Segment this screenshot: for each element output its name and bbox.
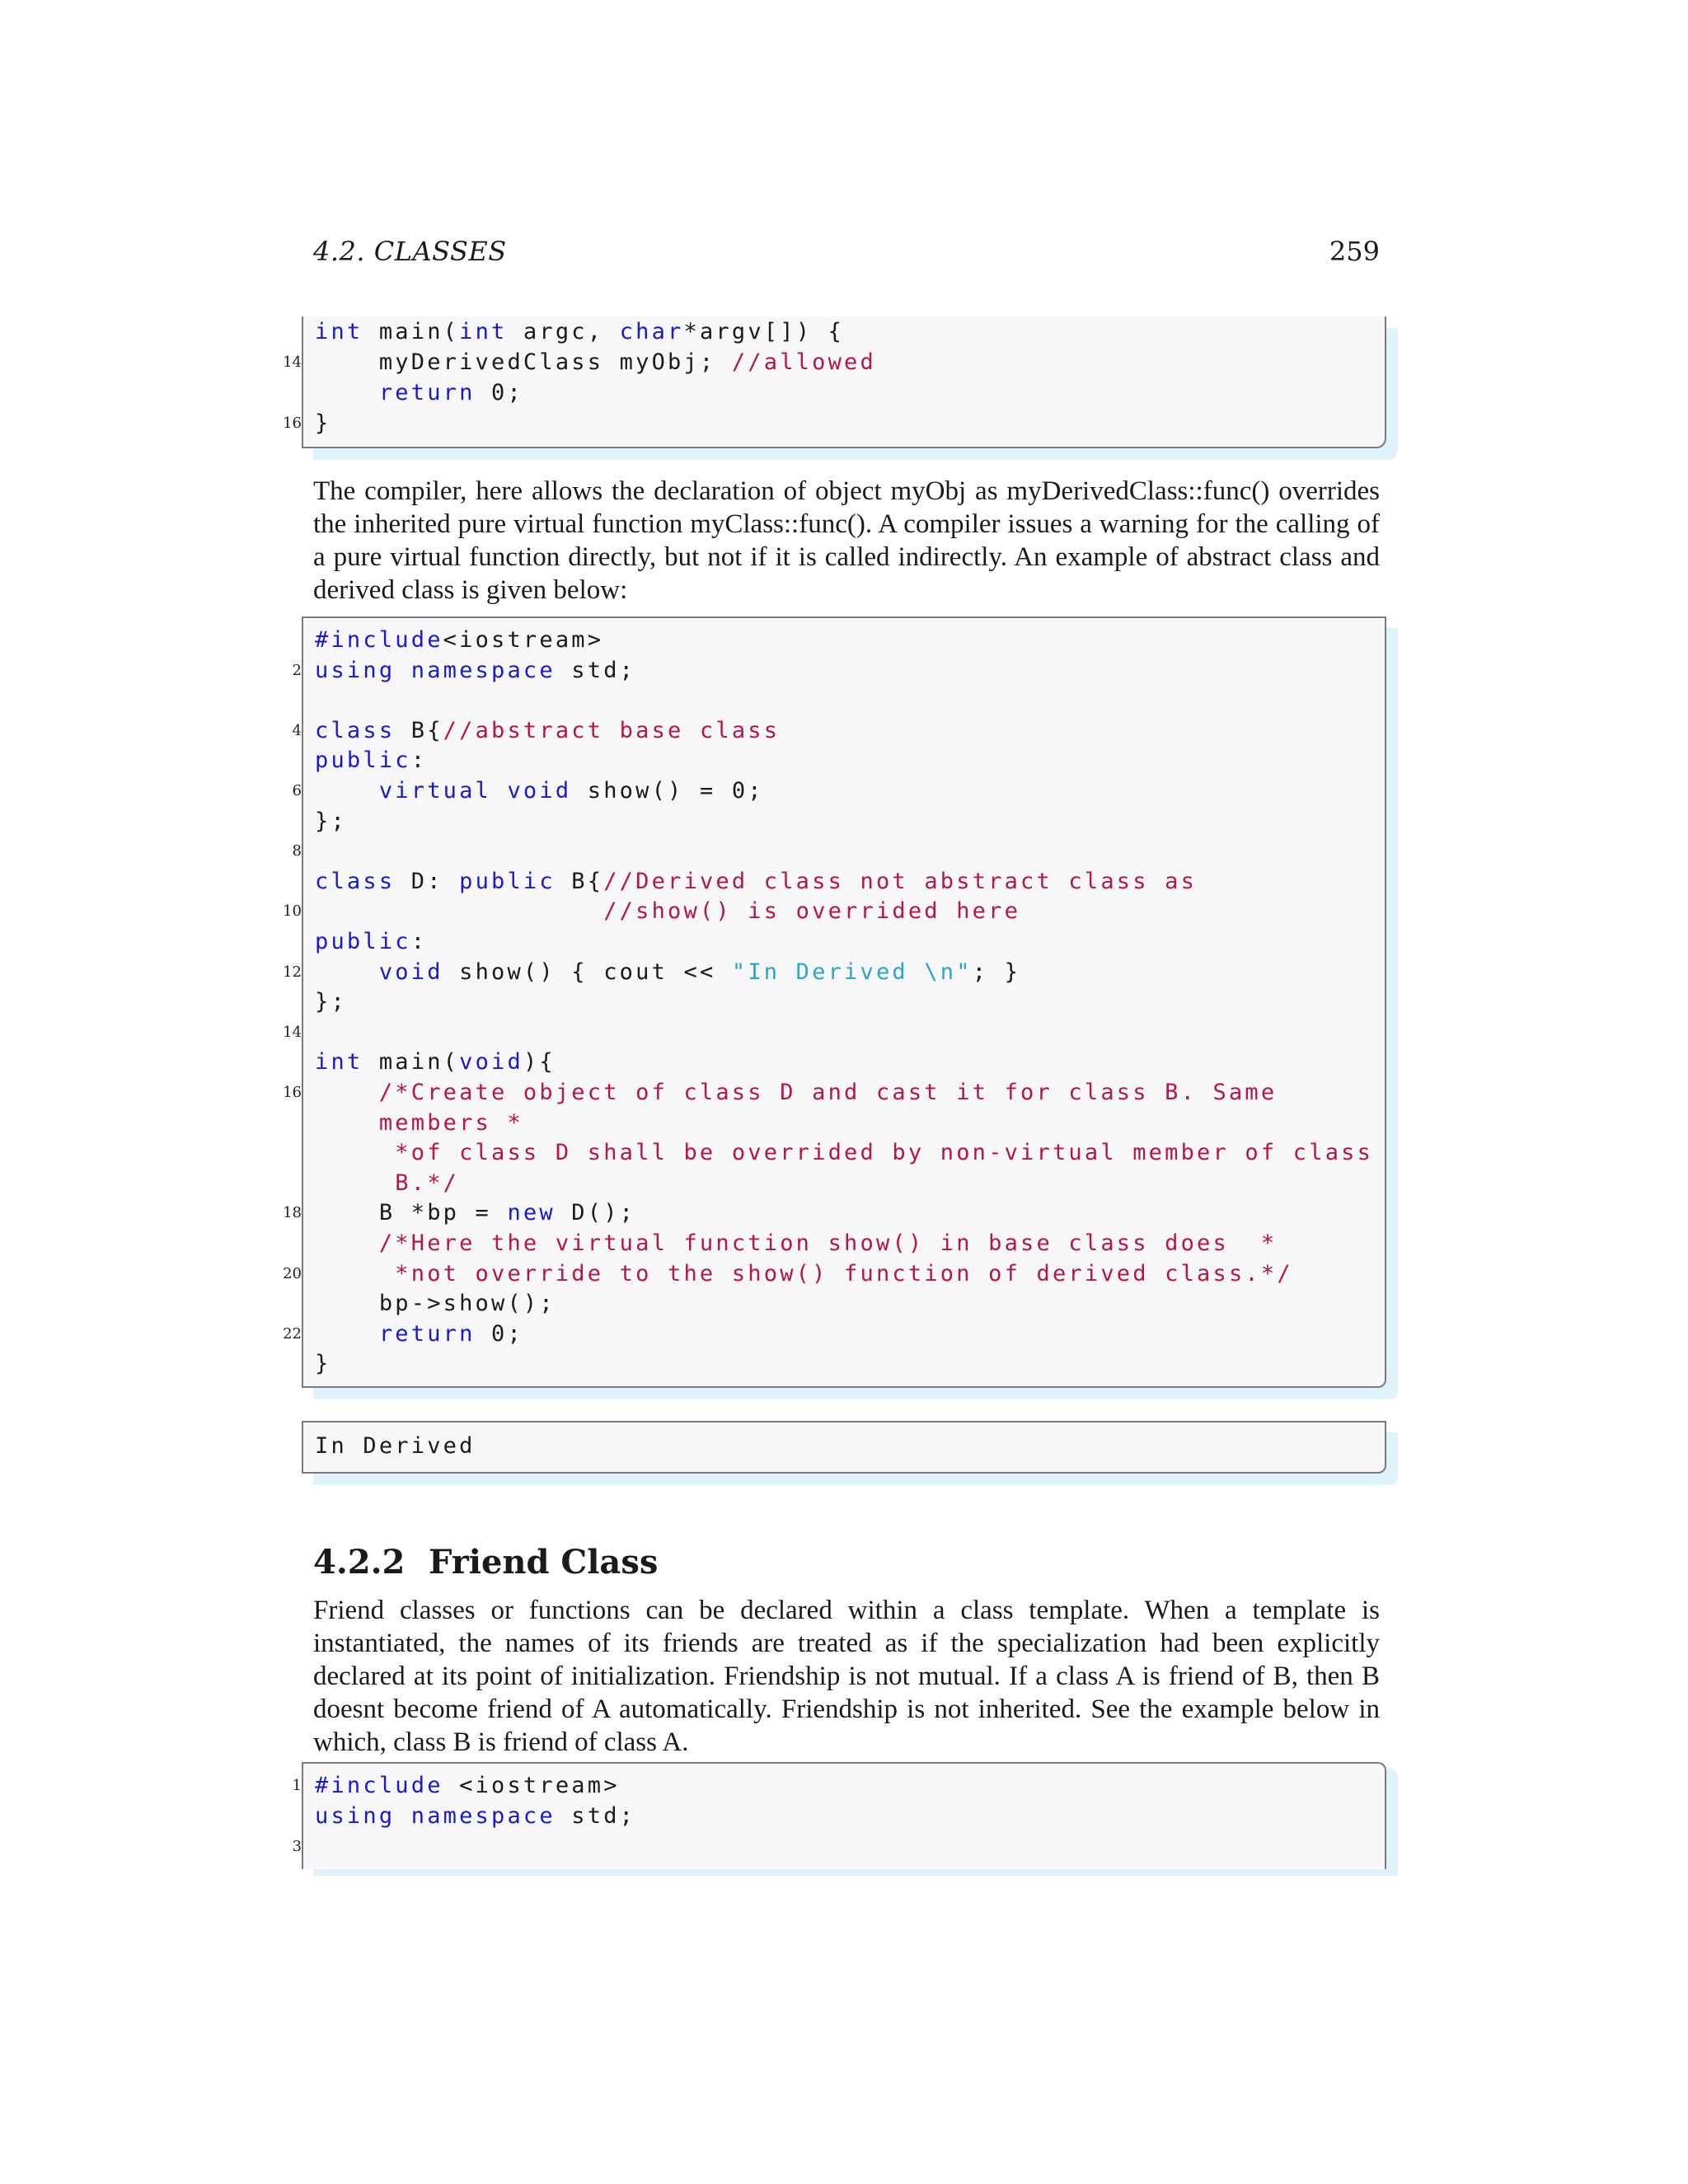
code-line	[315, 377, 1376, 408]
code-text: }	[315, 1351, 331, 1377]
section-heading	[313, 1543, 658, 1582]
code-comment: members *	[378, 1109, 523, 1136]
code-line	[292, 776, 1376, 806]
paragraph-1: The compiler, here allows the declaration of object myObj as myDerivedClass::func() overrides the inherited pure virtual function myClass::func(). A compiler issues a warning for the calling of a pure virtual function directly, but not if it is called indirectly. An example of abstract class and derived class is given below:	[313, 476, 1380, 605]
line-number: 10	[283, 902, 302, 921]
code-text: :	[410, 748, 428, 774]
code-comment: *not override to the show() function of derived class.*/	[395, 1260, 1293, 1286]
code-keyword: return	[378, 380, 476, 405]
code-keyword: using namespace	[315, 657, 556, 683]
code-line	[292, 715, 1376, 746]
code-keyword: virtual void	[378, 778, 572, 804]
section-title-text: Friend Class	[429, 1543, 659, 1582]
code-text	[315, 1261, 395, 1286]
line-number: 12	[283, 963, 302, 981]
code-line	[315, 1137, 1376, 1168]
code-text: D:	[395, 868, 460, 894]
code-text: main(	[363, 319, 460, 344]
code-text: ){	[523, 1049, 556, 1076]
code-text	[315, 380, 379, 405]
code-line	[292, 1770, 1376, 1801]
code-text	[315, 1140, 395, 1165]
code-line	[315, 926, 1376, 957]
code-text: std;	[555, 1803, 636, 1829]
code-line	[315, 625, 1376, 655]
code-text: B *bp =	[315, 1200, 508, 1226]
code-comment: //allowed	[731, 349, 876, 375]
code-line	[283, 1319, 1376, 1349]
code-comment: /*Here the virtual function show() in base class does *	[378, 1230, 1278, 1256]
code-text	[315, 1321, 379, 1347]
paragraph-2: Friend classes or functions can be declared within a class template. When a template is instantiated, the names of its friends are treated as if the specialization had been explicitly declared at its point of initialization. Friendship is not mutual. If a class A is friend of B, then B doesnt become friend of A automatically. Friendship is not inherited. See the example below in which, class B is friend of class A.	[313, 1596, 1380, 1757]
code-text	[315, 959, 379, 985]
code-comment: //show() is overrided here	[603, 898, 1021, 925]
page-header-chapter: 4.2. CLASSES	[313, 236, 507, 267]
code-keyword: int	[315, 319, 363, 344]
code-line	[315, 1108, 1376, 1138]
line-number: 1	[292, 1777, 302, 1794]
code-text: B{	[395, 717, 443, 743]
line-number: 3	[292, 1838, 302, 1855]
code-keyword: class	[315, 868, 396, 894]
code-comment: *of class D shall be overrided by non-virtual member of class	[395, 1140, 1374, 1166]
code-text	[315, 1080, 379, 1105]
code-line	[283, 957, 1376, 987]
code-keyword: int	[459, 319, 508, 344]
code-text: 0;	[475, 1320, 523, 1347]
code-text: std;	[555, 657, 636, 683]
code-text	[315, 1170, 395, 1196]
code-text: show() { cout <<	[443, 958, 732, 985]
code-text: main(	[363, 1049, 460, 1076]
code-comment: //abstract base class	[443, 717, 781, 743]
line-number: 6	[292, 782, 302, 799]
code-keyword: public	[315, 748, 411, 774]
code-text	[315, 1110, 379, 1136]
code-line	[315, 685, 1376, 715]
code-comment: //Derived class not abstract class as	[603, 868, 1198, 894]
code-line	[315, 1288, 1376, 1319]
code-line	[292, 836, 1376, 866]
code-block-3	[292, 1762, 1386, 1869]
code-text: B{	[555, 868, 604, 894]
code-text: <iostream>	[443, 627, 604, 653]
code-line	[283, 1258, 1376, 1289]
code-keyword: class	[315, 717, 396, 743]
line-number: 14	[283, 354, 302, 371]
page-number: 259	[1329, 236, 1380, 267]
code-comment: B.*/	[395, 1169, 460, 1196]
code-line	[283, 347, 1376, 377]
code-keyword: #include	[315, 1773, 443, 1798]
code-string: "In Derived \n"	[731, 958, 973, 985]
code-text: };	[315, 808, 347, 834]
code-line	[315, 866, 1376, 897]
line-number: 8	[292, 842, 302, 860]
code-comment: /*Create object of class D and cast it for class B. Same	[378, 1080, 1278, 1105]
code-keyword: void	[378, 958, 443, 985]
code-block-2	[283, 616, 1386, 1388]
code-line	[315, 987, 1376, 1017]
code-keyword: public	[459, 868, 556, 894]
code-line	[283, 408, 1376, 438]
code-text: argc,	[507, 319, 620, 344]
code-line	[292, 1831, 1376, 1862]
code-text: }	[315, 410, 331, 436]
code-line	[283, 896, 1376, 926]
line-number: 22	[283, 1324, 302, 1343]
code-text: bp->show();	[315, 1291, 556, 1317]
code-line	[315, 316, 1376, 347]
code-line	[315, 806, 1376, 837]
code-text: ; }	[972, 958, 1021, 985]
code-line	[315, 1047, 1376, 1077]
code-text	[315, 1230, 379, 1256]
output-block	[302, 1421, 1386, 1474]
code-keyword: char	[619, 319, 684, 344]
code-text: 0;	[475, 380, 523, 405]
line-number: 16	[283, 1084, 302, 1101]
code-keyword: void	[459, 1049, 523, 1076]
code-text	[315, 778, 379, 804]
code-text: *argv[]) {	[683, 319, 845, 344]
line-number: 18	[283, 1204, 302, 1222]
code-line	[315, 1801, 1376, 1831]
code-keyword: using namespace	[315, 1803, 556, 1829]
code-text: show() = 0;	[571, 778, 764, 804]
line-number: 16	[283, 415, 302, 432]
code-block-1	[283, 316, 1386, 448]
code-text	[315, 898, 603, 924]
code-keyword: new	[507, 1200, 556, 1226]
code-text: D();	[555, 1200, 636, 1226]
line-number: 2	[292, 661, 302, 679]
code-text: :	[410, 929, 428, 954]
section-number: 4.2.2	[313, 1543, 406, 1582]
code-keyword: return	[378, 1320, 476, 1347]
output-text: In Derived	[315, 1433, 476, 1459]
line-number: 14	[283, 1023, 302, 1041]
code-line	[283, 1077, 1376, 1108]
code-line	[315, 1168, 1376, 1198]
code-line	[315, 1348, 1376, 1379]
code-line	[283, 1197, 1376, 1228]
line-number: 20	[283, 1264, 302, 1282]
code-keyword: public	[315, 929, 411, 954]
code-text: };	[315, 989, 347, 1015]
code-line	[315, 1228, 1376, 1258]
code-keyword: int	[315, 1049, 363, 1076]
code-line	[315, 745, 1376, 776]
code-text: <iostream>	[443, 1773, 620, 1798]
code-text: myDerivedClass myObj;	[315, 349, 732, 375]
code-line	[292, 655, 1376, 686]
line-number: 4	[292, 721, 302, 739]
code-keyword: #include	[315, 627, 443, 653]
code-line	[283, 1017, 1376, 1047]
